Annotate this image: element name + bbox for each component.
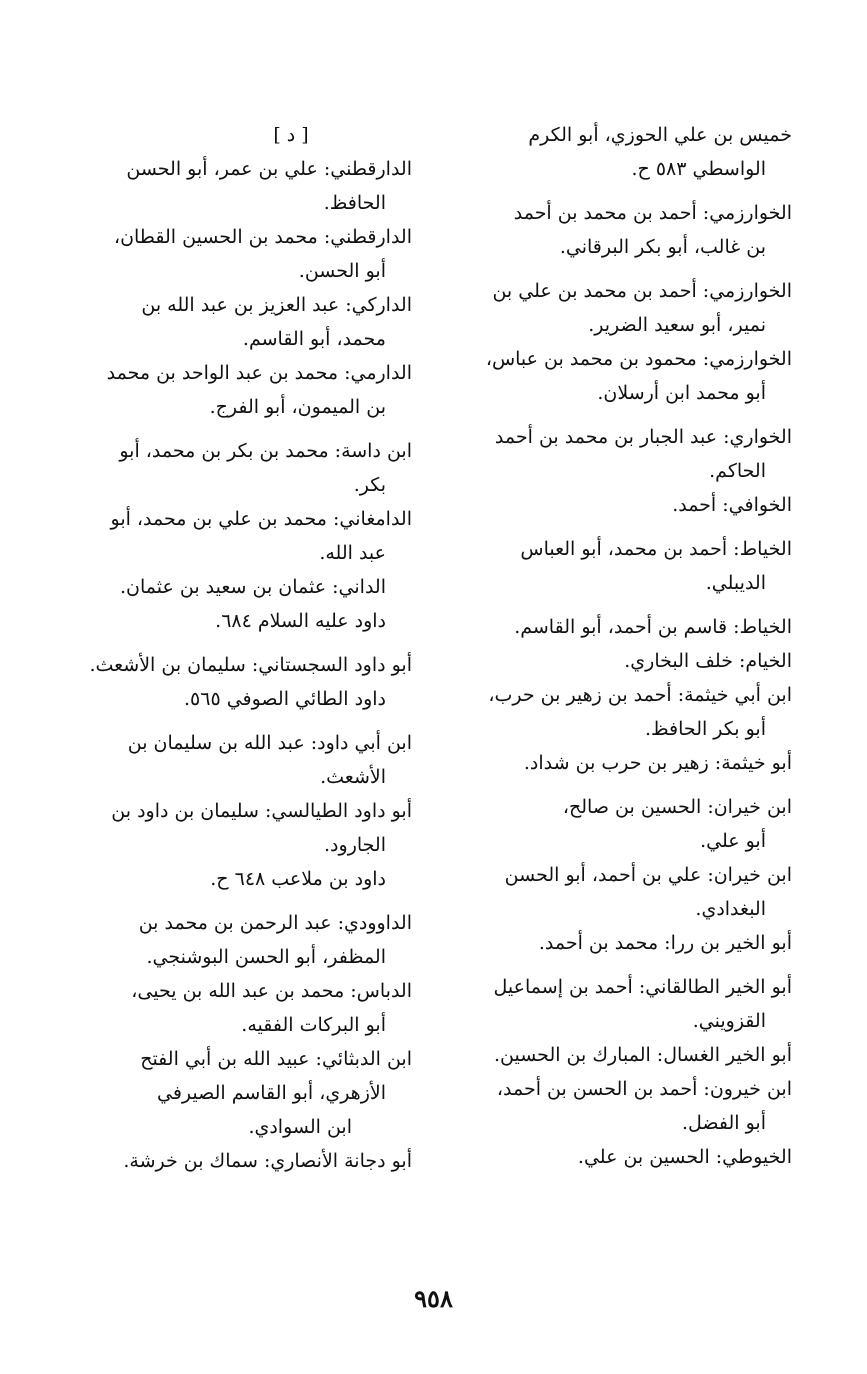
index-entry: الدارقطني: محمد بن الحسين القطان، أبو الحسن. (113, 226, 412, 282)
index-entry: ابن داسة: محمد بن بكر بن محمد، أبو بكر. (119, 440, 412, 496)
index-entry: الخيام: خلف البخاري. (624, 650, 792, 672)
index-entry: الداركي: عبد العزيز بن عبد الله بن محمد، أبو القاسم. (141, 294, 412, 350)
index-entry: الدارمي: محمد بن عبد الواحد بن محمد بن الميمون، أبو الفرج. (106, 362, 412, 418)
index-entry: الخياط: قاسم بن أحمد، أبو القاسم. (514, 616, 792, 638)
index-entry: ابن خيران: الحسين بن صالح، أبو علي. (562, 796, 792, 852)
index-entry: داود عليه السلام ٦٨٤. (215, 610, 386, 632)
index-entry: الداني: عثمان بن سعيد بن عثمان. (120, 576, 386, 598)
index-entry: أبو دجانة الأنصاري: سماك بن خرشة. (123, 1150, 412, 1172)
section-letter-heading: [ د ] (273, 124, 309, 146)
index-entry: أبو الخير الغسال: المبارك بن الحسين. (494, 1044, 792, 1066)
index-entry: أبو داود السجستاني: سليمان بن الأشعث. (89, 654, 412, 676)
index-entry: داود الطائي الصوفي ٥٦٥. (183, 688, 386, 710)
index-entry: الخياط: أحمد بن محمد، أبو العباس الديبلي. (520, 538, 792, 594)
index-entry: الخوارزمي: أحمد بن محمد بن علي بن نمير، أبو سعيد الضرير. (492, 280, 792, 336)
index-entry: الدباس: محمد بن عبد الله بن يحيى، أبو البركات الفقيه. (131, 980, 412, 1036)
left-column (50, 118, 412, 1178)
index-entry: داود بن ملاعب ٦٤٨ ح. (210, 868, 386, 890)
index-entry: أبو الخير الطالقاني: أحمد بن إسماعيل القزويني. (493, 976, 792, 1032)
index-entry: الدارقطني: علي بن عمر، أبو الحسن الحافظ. (126, 158, 412, 214)
index-entry: الخوارزمي: أحمد بن محمد بن أحمد بن غالب، أبو بكر البرقاني. (513, 202, 792, 258)
right-column (440, 118, 792, 1174)
index-entry: ابن خيران: علي بن أحمد، أبو الحسن البغدادي. (504, 864, 792, 920)
index-entry: ابن خيرون: أحمد بن الحسن بن أحمد، أبو الفضل. (496, 1078, 792, 1134)
index-entry: الدامغاني: محمد بن علي بن محمد، أبو عبد الله. (110, 508, 412, 564)
index-entry: ابن أبي داود: عبد الله بن سليمان بن الأشعث. (127, 732, 412, 788)
index-entry: الخيوطي: الحسين بن علي. (577, 1146, 792, 1168)
index-entry: أبو خيثمة: زهير بن حرب بن شداد. (523, 752, 792, 774)
index-entry: أبو داود الطيالسي: سليمان بن داود بن الجارود. (111, 800, 412, 856)
index-entry: الخوارزمي: محمود بن محمد بن عباس، أبو محمد ابن أرسلان. (485, 348, 792, 404)
index-entry: خميس بن علي الحوزي، أبو الكرم الواسطي ٥٨٣ ح. (528, 124, 792, 180)
index-entry: أبو الخير بن ررا: محمد بن أحمد. (538, 932, 792, 954)
page-number: ٩٥٨ (414, 1284, 453, 1313)
index-entry: الخوافي: أحمد. (672, 494, 792, 516)
index-entry: ابن أبي خيثمة: أحمد بن زهير بن حرب، أبو بكر الحافظ. (488, 684, 792, 740)
index-entry: الخواري: عبد الجبار بن محمد بن أحمد الحاكم. (494, 426, 792, 482)
index-entry: ابن الدبثائي: عبيد الله بن أبي الفتح الأزهري، أبو القاسم الصيرفي ابن السوادي. (140, 1048, 412, 1138)
index-entry: الداوودي: عبد الرحمن بن محمد بن المظفر، أبو الحسن البوشنجي. (138, 912, 412, 968)
